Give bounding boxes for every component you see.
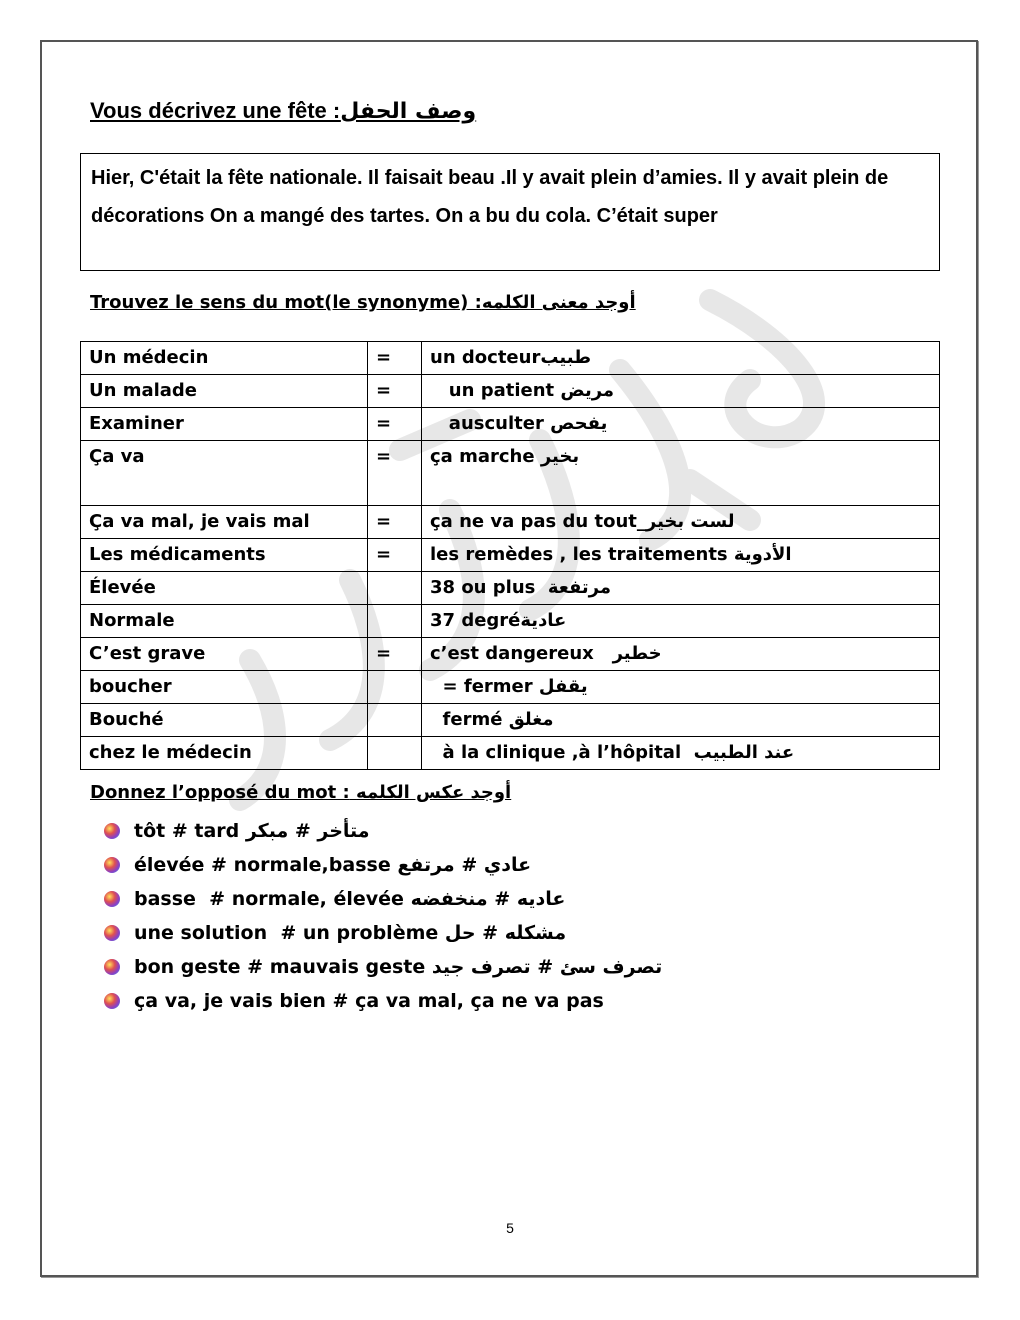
word-cell: Examiner xyxy=(81,408,368,441)
meaning-cell: ça marche بخير xyxy=(422,441,940,506)
synonyms-table xyxy=(80,341,940,770)
list-item xyxy=(104,848,662,882)
bullet-icon xyxy=(104,857,120,873)
opposites-heading-arabic: أوجد عكس الكلمه xyxy=(356,782,512,803)
opposite-text: élevée # normale,basse عادي # مرتفع xyxy=(134,854,532,876)
meaning-cell: un docteurطبيب xyxy=(422,342,940,375)
opposite-text: une solution # un problème مشكله # حل xyxy=(134,922,567,944)
word-cell: Bouché xyxy=(81,704,368,737)
equals-cell: = xyxy=(368,375,422,408)
equals-cell xyxy=(368,572,422,605)
table-row xyxy=(81,506,940,539)
equals-cell xyxy=(368,737,422,770)
opposites-heading xyxy=(90,782,511,803)
word-cell: chez le médecin xyxy=(81,737,368,770)
bullet-icon xyxy=(104,925,120,941)
list-item xyxy=(104,984,662,1018)
equals-cell: = xyxy=(368,408,422,441)
equals-cell: = xyxy=(368,506,422,539)
title-arabic: وصف الحفل xyxy=(340,99,477,124)
synonyms-heading xyxy=(90,292,636,313)
meaning-cell: ausculter يفحص xyxy=(422,408,940,441)
meaning-cell: 37 degréعادية xyxy=(422,605,940,638)
meaning-cell: 38 ou plus مرتفعة xyxy=(422,572,940,605)
table-row xyxy=(81,572,940,605)
table-row xyxy=(81,539,940,572)
opposites-heading-french: Donnez l’opposé du mot : xyxy=(90,782,350,803)
table-row xyxy=(81,737,940,770)
word-cell: Ça va mal, je vais mal xyxy=(81,506,368,539)
word-cell: Ça va xyxy=(81,441,368,506)
meaning-cell: ça ne va pas du tout_لست بخير xyxy=(422,506,940,539)
description-paragraph: Hier, C'était la fête nationale. Il faisait beau .Il y avait plein d’amies. Il y avait plein de décorations On a mangé des tartes. On a bu du cola. C’était super xyxy=(80,153,940,271)
table-row xyxy=(81,441,940,506)
synonyms-heading-arabic: أوجد معنى الكلمه xyxy=(481,292,636,313)
equals-cell: = xyxy=(368,638,422,671)
bullet-icon xyxy=(104,823,120,839)
word-cell: C’est grave xyxy=(81,638,368,671)
list-item xyxy=(104,950,662,984)
bullet-icon xyxy=(104,993,120,1009)
word-cell: Les médicaments xyxy=(81,539,368,572)
word-cell: Un malade xyxy=(81,375,368,408)
table-row xyxy=(81,375,940,408)
meaning-cell: fermé مغلق xyxy=(422,704,940,737)
equals-cell xyxy=(368,704,422,737)
meaning-cell: = fermer يقفل xyxy=(422,671,940,704)
equals-cell xyxy=(368,671,422,704)
word-cell: Normale xyxy=(81,605,368,638)
meaning-cell: les remèdes , les traitements الأدوية xyxy=(422,539,940,572)
equals-cell: = xyxy=(368,342,422,375)
meaning-cell: c’est dangereux خطير xyxy=(422,638,940,671)
equals-cell: = xyxy=(368,539,422,572)
table-row xyxy=(81,408,940,441)
word-cell: Élevée xyxy=(81,572,368,605)
meaning-cell: un patient مريض xyxy=(422,375,940,408)
opposite-text: basse # normale, élevée عاديه # منخفضه xyxy=(134,888,566,910)
opposites-list xyxy=(104,814,662,1018)
table-row xyxy=(81,704,940,737)
page-title xyxy=(90,98,476,124)
title-french: Vous décrivez une fête : xyxy=(90,98,341,123)
equals-cell xyxy=(368,605,422,638)
word-cell: Un médecin xyxy=(81,342,368,375)
table-row xyxy=(81,605,940,638)
table-row xyxy=(81,638,940,671)
list-item xyxy=(104,814,662,848)
table-row xyxy=(81,342,940,375)
page-number: 5 xyxy=(506,1220,514,1236)
opposite-text: ça va, je vais bien # ça va mal, ça ne va pas xyxy=(134,990,604,1012)
table-row xyxy=(81,671,940,704)
synonyms-heading-french: Trouvez le sens du mot(le synonyme) : xyxy=(90,292,482,313)
meaning-cell: à la clinique ,à l’hôpital عند الطبيب xyxy=(422,737,940,770)
equals-cell: = xyxy=(368,441,422,506)
opposite-text: bon geste # mauvais geste تصرف سئ # تصرف جيد xyxy=(134,956,663,978)
bullet-icon xyxy=(104,891,120,907)
word-cell: boucher xyxy=(81,671,368,704)
list-item xyxy=(104,916,662,950)
opposite-text: tôt # tard متأخر # مبكر xyxy=(134,820,370,842)
bullet-icon xyxy=(104,959,120,975)
list-item xyxy=(104,882,662,916)
